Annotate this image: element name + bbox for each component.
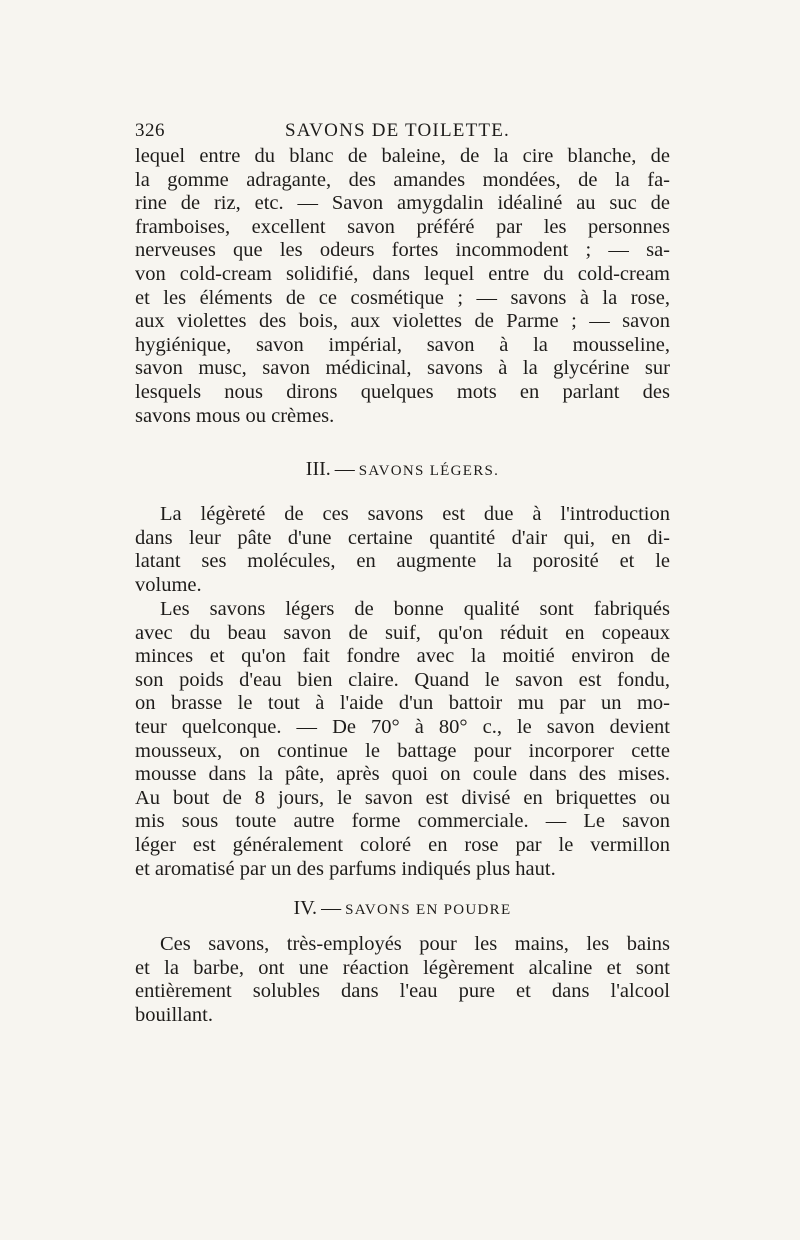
text-line: léger est généralement coloré en rose par le vermillon [135,833,670,856]
paragraph-poudre [135,933,670,1027]
text-line: savon musc, savon médicinal, savons à la glycérine sur [135,357,670,380]
text-line: Les savons légers de bonne qualité sont fabriqués [160,598,670,620]
text-line: hygiénique, savon impérial, savon à la mousseline, [135,333,670,356]
text-line: on brasse le tout à l'aide d'un battoir mu par un mo- [135,692,670,715]
text-line: son poids d'eau bien claire. Quand le savon est fondu, [135,668,670,691]
section-dash: — [334,458,355,480]
text-line: et aromatisé par un des parfums indiqués plus haut. [135,857,556,880]
text-line: mousse dans la pâte, après quoi on coule dans des mises. [135,763,670,786]
text-line: mis sous toute autre forme commerciale. — Le savon [135,810,670,833]
running-head [135,120,670,146]
section-heading-legers [135,458,670,481]
text-line: von cold-cream solidifié, dans lequel entre du cold-cream [135,262,670,285]
text-line: teur quelconque. — De 70° à 80° c., le savon devient [135,715,670,738]
text-line: avec du beau savon de suif, qu'on réduit en copeaux [135,621,670,644]
section-title: SAVONS EN POUDRE [345,902,512,918]
text-line: entièrement solubles dans l'eau pure et dans l'alcool [135,980,670,1003]
text-line: minces et qu'on fait fondre avec la moitié environ de [135,645,670,668]
page-number: 326 [135,120,165,141]
text-line: savons mous ou crèmes. [135,404,335,427]
text-line: latant ses molécules, en augmente la porosité et le [135,550,670,573]
paragraph-fabrication [135,598,670,881]
text-line: volume. [135,573,202,596]
text-line: lesquels nous dirons quelques mots en parlant des [135,380,670,403]
paragraph-continued [135,145,670,428]
text-line: la gomme adragante, des amandes mondées, de la fa- [135,168,670,191]
text-line: rine de riz, etc. — Savon amygdalin idéaliné au suc de [135,192,670,215]
text-line: bouillant. [135,1003,214,1026]
section-title: SAVONS LÉGERS. [358,463,500,479]
text-line: dans leur pâte d'une certaine quantité d'air qui, en di- [135,526,670,549]
text-line: nerveuses que les odeurs fortes incommodent ; — sa- [135,239,670,262]
section-heading-poudre [135,897,670,920]
section-numeral: IV. [293,897,318,919]
text-line: Ces savons, très-employés pour les mains, les bains [160,933,670,955]
text-line: et la barbe, ont une réaction légèrement alcaline et sont [135,956,670,979]
text-line: lequel entre du blanc de baleine, de la cire blanche, de [135,145,670,167]
text-line: mousseux, on continue le battage pour incorporer cette [135,739,670,762]
section-dash: — [321,897,342,919]
text-line: et les éléments de ce cosmétique ; — savons à la rose, [135,286,670,309]
text-line: Au bout de 8 jours, le savon est divisé en briquettes ou [135,786,670,809]
paragraph-legerete [135,503,670,597]
running-title: SAVONS DE TOILETTE. [285,120,510,141]
text-line: La légèreté de ces savons est due à l'introduction [160,503,670,525]
text-line: framboises, excellent savon préféré par les personnes [135,215,670,238]
section-numeral: III. [305,458,331,480]
text-line: aux violettes des bois, aux violettes de Parme ; — savon [135,310,670,333]
